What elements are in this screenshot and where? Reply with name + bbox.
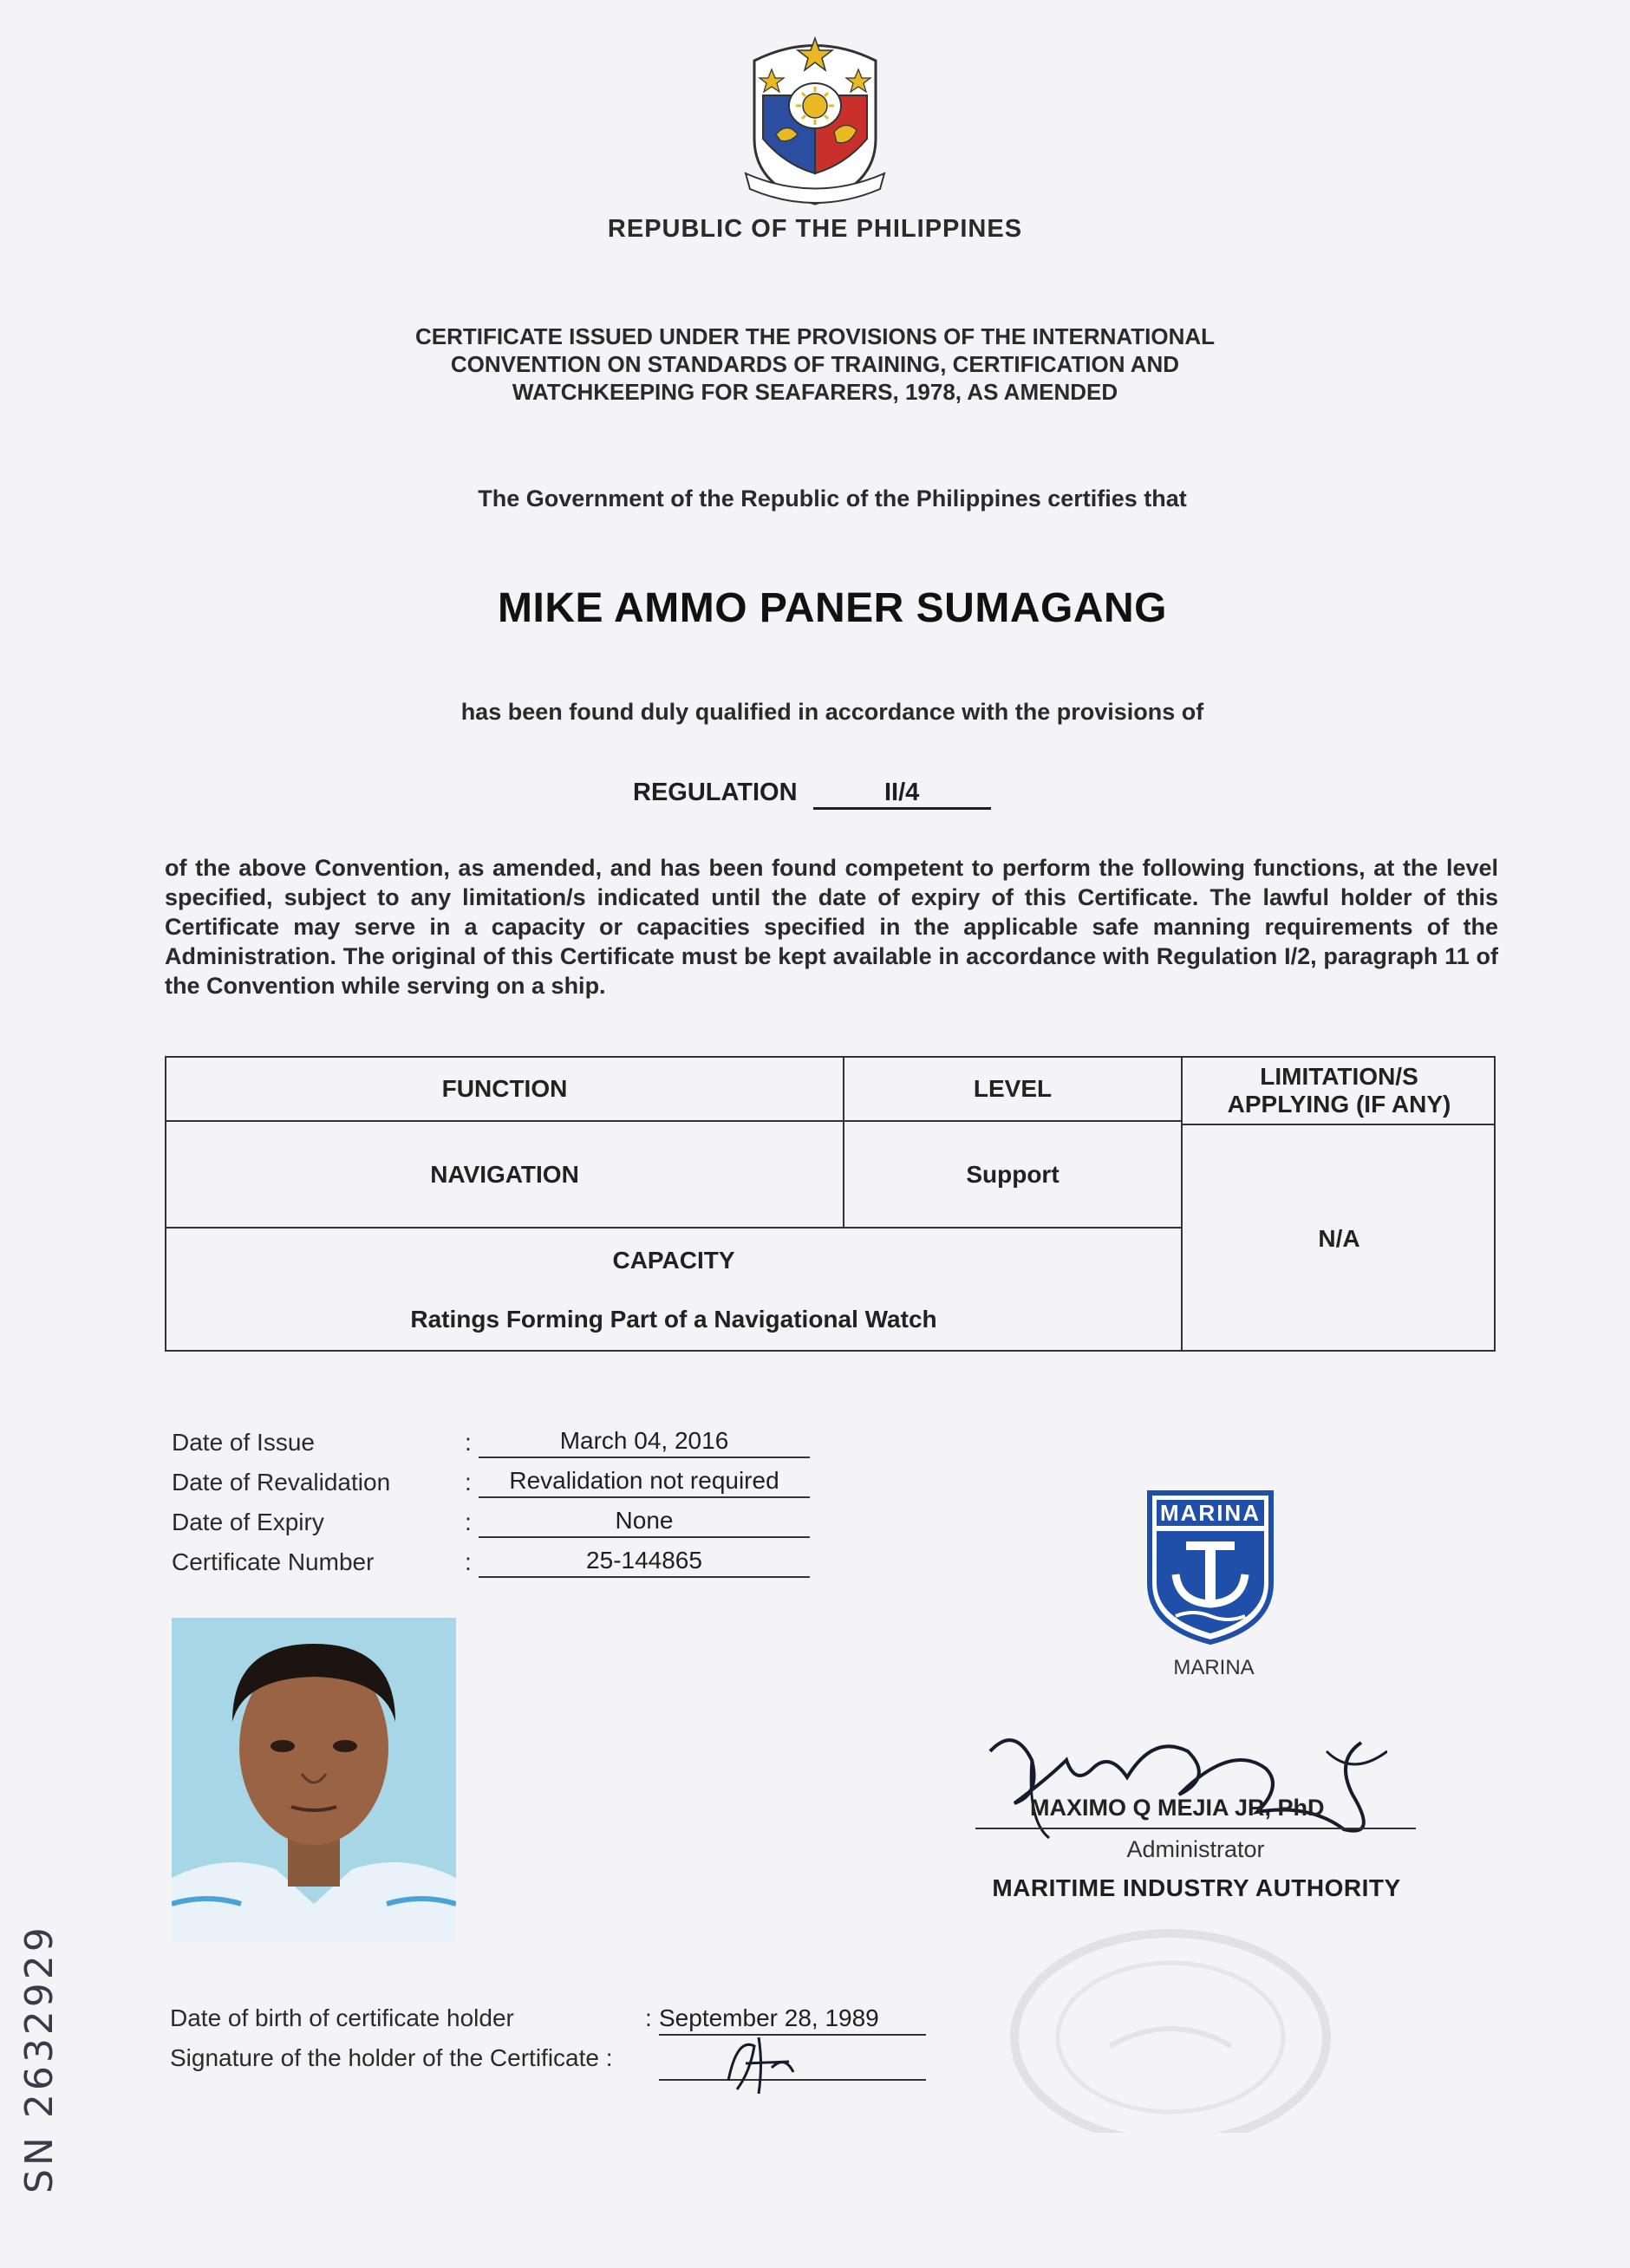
capacity-label: CAPACITY	[612, 1247, 735, 1274]
header-function: FUNCTION	[441, 1075, 568, 1102]
signature-line	[975, 1828, 1416, 1829]
convention-line-1: CERTIFICATE ISSUED UNDER THE PROVISIONS OF THE INTERNATIONAL	[414, 323, 1216, 349]
function-value: NAVIGATION	[430, 1160, 579, 1188]
holder-name: MIKE AMMO PANER SUMAGANG	[498, 585, 1167, 631]
dob-value: September 28, 1989	[659, 2004, 926, 2036]
header-limitations-line-2: APPLYING (IF ANY)	[1227, 1091, 1451, 1118]
expiry-date-label: Date of Expiry	[172, 1509, 324, 1535]
revalidation-date-label: Date of Revalidation	[172, 1469, 391, 1496]
country-heading: REPUBLIC OF THE PHILIPPINES	[607, 215, 1023, 243]
issue-date-value: March 04, 2016	[479, 1427, 810, 1458]
convention-statement	[260, 323, 1370, 406]
colon: :	[645, 2004, 652, 2031]
marina-caption: MARINA	[1173, 1656, 1255, 1679]
holder-signature-label: Signature of the holder of the Certificate :	[170, 2044, 613, 2071]
philippine-coat-of-arms-icon	[737, 35, 893, 208]
revalidation-date-value: Revalidation not required	[479, 1467, 810, 1498]
issuing-authority: MARITIME INDUSTRY AUTHORITY	[992, 1874, 1401, 1901]
competence-paragraph: of the above Convention, as amended, and has been found competent to perform the following functions, at the level specified, subject to any limitation/s indicated until the date of expiry of this Certificate. The lawful holder of this Certificate may serve in a capacity or capacities specified in the applicable safe manning requirements of the Administration. The original of this Certificate must be kept available in accordance with Regulation I/2, paragraph 11 of the Convention while serving on a ship.	[165, 855, 1498, 999]
regulation-value: II/4	[813, 779, 991, 810]
holder-signature-icon	[711, 2029, 806, 2098]
colon: :	[465, 1509, 472, 1535]
capacity-value: Ratings Forming Part of a Navigational Watch	[410, 1306, 937, 1333]
qualified-statement: has been found duly qualified in accordance with the provisions of	[460, 699, 1204, 725]
function-table	[165, 1056, 1496, 1352]
certifies-statement: The Government of the Republic of the Philippines certifies that	[478, 486, 1187, 512]
header-limitations	[1183, 1058, 1496, 1124]
administrator-name: MAXIMO Q MEJIA JR, PhD	[1030, 1795, 1325, 1821]
colon: :	[465, 1548, 472, 1575]
marina-logo-icon	[1144, 1488, 1276, 1646]
holder-photo	[172, 1618, 456, 1942]
colon: :	[465, 1469, 472, 1496]
regulation-line	[633, 779, 991, 810]
dob-label: Date of birth of certificate holder	[170, 2004, 514, 2031]
certificate-number-value: 25-144865	[479, 1547, 810, 1578]
expiry-date-value: None	[479, 1507, 810, 1538]
certificate-number-label: Certificate Number	[172, 1548, 375, 1575]
level-value: Support	[966, 1160, 1060, 1188]
administrator-title: Administrator	[1126, 1836, 1265, 1862]
convention-line-2: CONVENTION ON STANDARDS OF TRAINING, CERTIFICATION AND	[450, 351, 1180, 377]
header-limitations-line-1: LIMITATION/S	[1260, 1063, 1418, 1090]
serial-number: SN 2632929	[17, 1924, 62, 2193]
regulation-label: REGULATION	[633, 779, 798, 806]
colon: :	[465, 1429, 472, 1456]
header-level: LEVEL	[973, 1075, 1053, 1102]
marina-logo-text: MARINA	[1160, 1500, 1261, 1526]
limitations-value: N/A	[1318, 1224, 1360, 1252]
capacity-cell	[166, 1228, 1181, 1352]
embossed-seal-icon	[988, 1907, 1353, 2133]
convention-line-3: WATCHKEEPING FOR SEAFARERS, 1978, AS AMENDED	[512, 379, 1118, 405]
issue-date-label: Date of Issue	[172, 1429, 315, 1456]
